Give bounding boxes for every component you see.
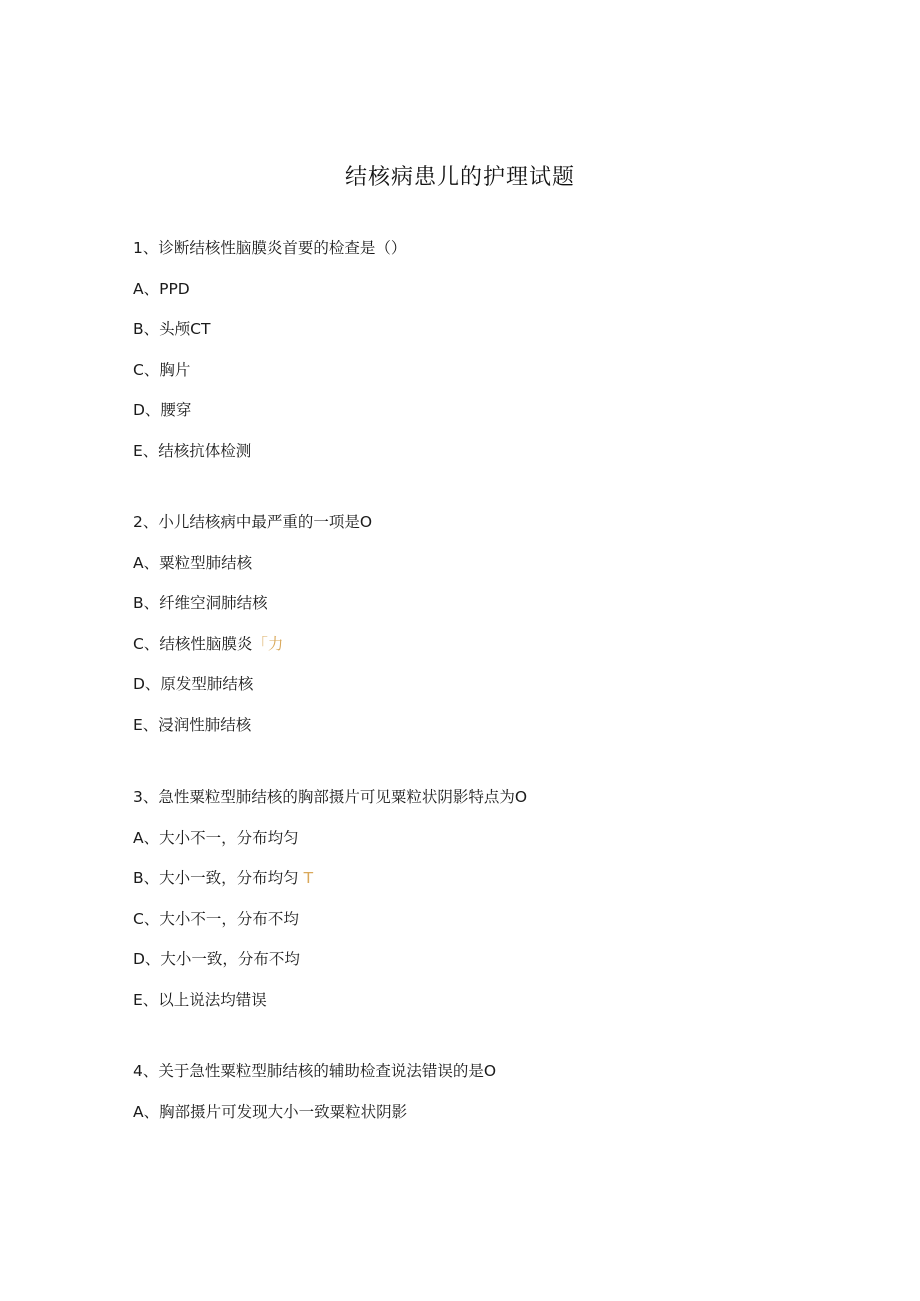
option-d	[133, 398, 853, 439]
option-text: B、纤维空洞肺结核	[133, 594, 268, 613]
option-a	[133, 551, 853, 592]
question-stem: 2、小儿结核病中最严重的一项是O	[133, 513, 373, 531]
option-text: E、以上说法均错误	[133, 990, 267, 1009]
option-a	[133, 277, 853, 318]
option-text: D、大小一致，分布不均	[133, 950, 300, 969]
answer-mark: 「力	[252, 634, 284, 653]
question-1	[133, 236, 853, 480]
option-e	[133, 439, 853, 480]
option-e	[133, 988, 853, 1029]
option-text: A、PPD	[133, 279, 190, 298]
option-text: D、原发型肺结核	[133, 675, 254, 694]
option-a	[133, 1100, 853, 1141]
option-c	[133, 907, 853, 948]
question-3	[133, 785, 853, 1029]
option-text: E、结核抗体检测	[133, 441, 252, 460]
question-stem: 4、关于急性粟粒型肺结核的辅助检查说法错误的是O	[133, 1062, 497, 1080]
answer-mark: T	[303, 869, 314, 888]
option-c	[133, 358, 853, 399]
option-text: C、胸片	[133, 360, 191, 379]
question-2	[133, 510, 853, 754]
question-stem: 1、诊断结核性脑膜炎首要的检查是（）	[133, 239, 407, 257]
option-a	[133, 826, 853, 867]
option-text: E、浸润性肺结核	[133, 715, 252, 734]
option-text: A、粟粒型肺结核	[133, 553, 253, 572]
option-e	[133, 713, 853, 754]
option-b	[133, 317, 853, 358]
option-text: C、大小不一，分布不均	[133, 909, 299, 928]
option-c	[133, 632, 853, 673]
option-text: C、结核性脑膜炎	[133, 634, 253, 653]
option-b	[133, 591, 853, 632]
option-d	[133, 947, 853, 988]
option-text: A、胸部摄片可发现大小一致粟粒状阴影	[133, 1102, 408, 1121]
question-stem: 3、急性粟粒型肺结核的胸部摄片可见粟粒状阴影特点为O	[133, 788, 528, 806]
option-text: B、大小一致，分布均匀	[133, 869, 299, 888]
option-text: D、腰穿	[133, 401, 192, 420]
option-b	[133, 866, 853, 907]
document-title: 结核病患儿的护理试题	[344, 165, 575, 190]
question-4	[133, 1059, 853, 1140]
option-text: B、头颅CT	[133, 320, 211, 339]
option-d	[133, 672, 853, 713]
option-text: A、大小不一，分布均匀	[133, 828, 299, 847]
